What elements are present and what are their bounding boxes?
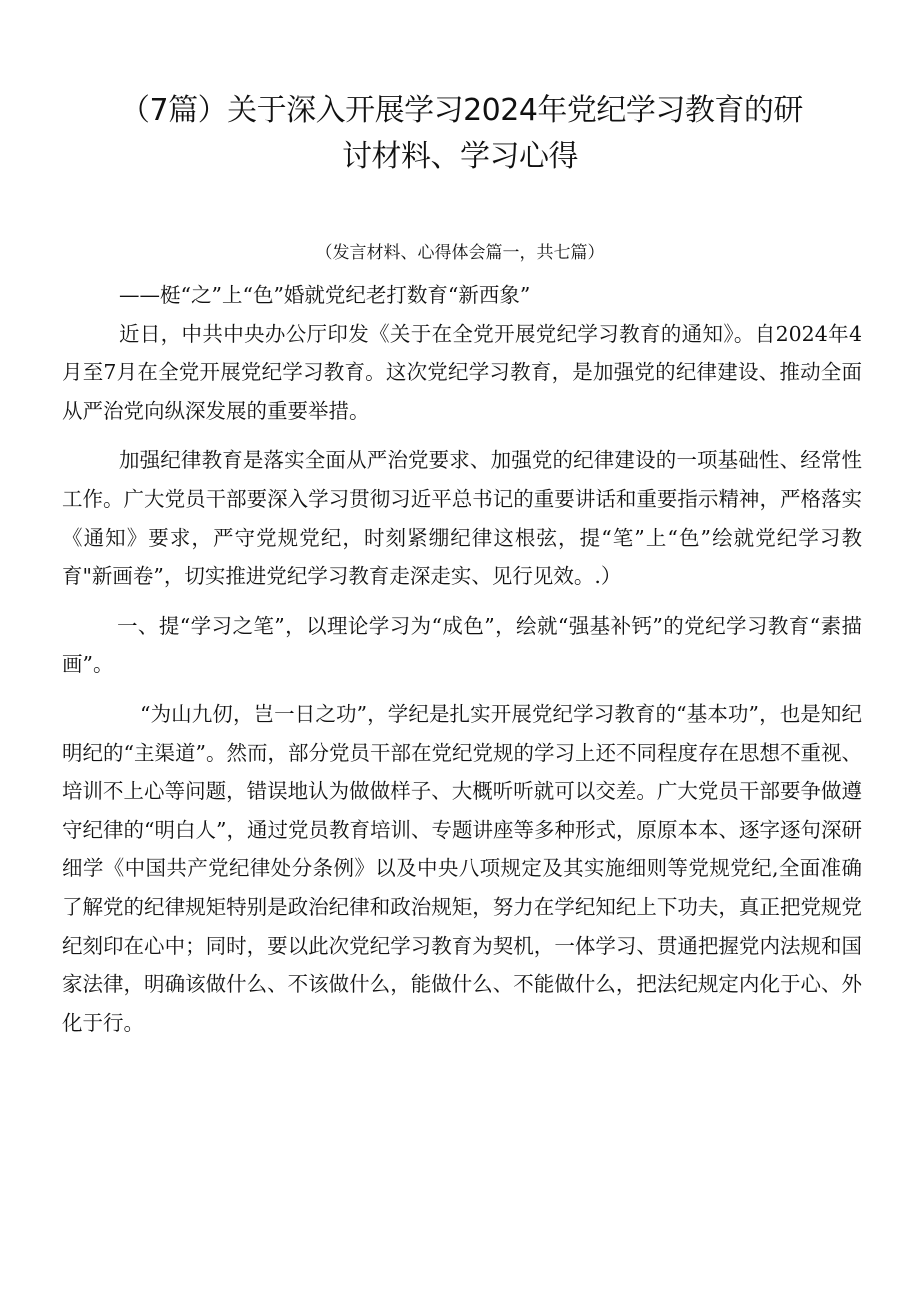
document-body bbox=[62, 276, 862, 1042]
paragraph-1: 近日，中共中央办公厅印发《关于在全党开展党纪学习教育的通知》。自2024年4月至7月在全党开展党纪学习教育。这次党纪学习教育，是加强党的纪律建设、推动全面从严治党向纵深发展的重要举措。 bbox=[62, 321, 862, 423]
document-title bbox=[120, 88, 803, 180]
heading-line: ——梃“之”上“色”婚就党纪老打数育“新西象” bbox=[119, 283, 531, 307]
title-line-2: 讨材料、学习心得 bbox=[342, 139, 578, 174]
paragraph-gap bbox=[62, 684, 862, 695]
paragraph-gap bbox=[62, 430, 862, 441]
title-line-1: （7篇）关于深入开展学习2024年党纪学习教育的研 bbox=[120, 93, 803, 128]
paragraph-gap bbox=[62, 596, 862, 607]
paragraph-2: 加强纪律教育是落实全面从严治党要求、加强党的纪律建设的一项基础性、经常性工作。广大党员干部要深入学习贯彻习近平总书记的重要讲话和重要指示精神，严格落实《通知》要求，严守党规党纪，时刻紧绷纪律这根弦，提“笔”上“色”绘就党纪学习教育"新画卷”，切实推进党纪学习教育走深走实、见行见效。.） bbox=[62, 448, 862, 589]
paragraph-3: “为山九仞，岂一日之功”，学纪是扎实开展党纪学习教育的“基本功”，也是知纪明纪的“主渠道”。然而，部分党员干部在党纪党规的学习上还不同程度存在思想不重视、培训不上心等问题，错误地认为做做样子、大概听听就可以交差。广大党员干部要争做遵守纪律的“明白人”，通过党员教育培训、专题讲座等多种形式，原原本本、逐字逐句深研细学《中国共产党纪律处分条例》以及中央八项规定及其实施细则等党规党纪,全面准确了解党的纪律规矩特别是政治纪律和政治规矩，努力在学纪知纪上下功夫，真正把党规党纪刻印在心中；同时，要以此次党纪学习教育为契机，一体学习、贯通把握党内法规和国家法律，明确该做什么、不该做什么，能做什么、不能做什么，把法纪规定内化于心、外化于行。 bbox=[62, 701, 862, 1035]
document-subtitle: （发言材料、心得体会篇一，共七篇） bbox=[315, 243, 605, 263]
section-heading-1: 一、提“学习之笔”，以理论学习为“成色”，绘就“强基补钙”的党纪学习教育“素描画”。 bbox=[62, 613, 862, 677]
